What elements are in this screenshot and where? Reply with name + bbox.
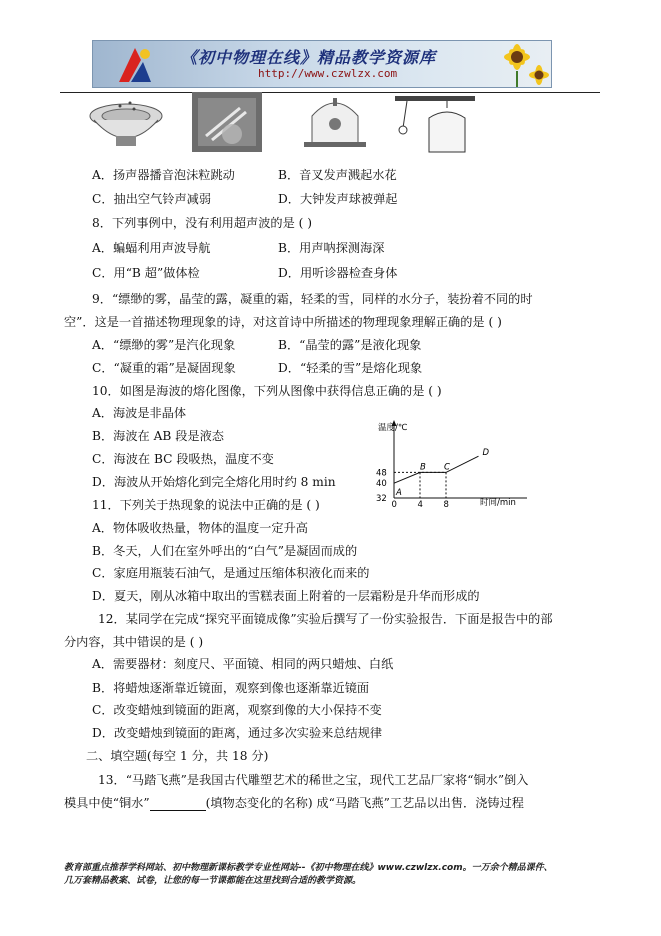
- q12-option-b[interactable]: B．将蜡烛逐渐靠近镜面，观察到像也逐渐靠近镜面: [92, 681, 370, 695]
- q7-option-d[interactable]: D．大钟发声球被弹起: [278, 192, 398, 206]
- q9-stem-line2: 空”．这是一首描述物理现象的诗，对这首诗中所描述的物理现象理解正确的是 ( ): [64, 315, 502, 329]
- chart-ticks: [376, 468, 449, 510]
- tuning-fork-water-figure: [192, 92, 262, 152]
- sunflower-image: [487, 41, 552, 88]
- q12-stem-line2: 分内容，其中错误的是 ( ): [64, 635, 204, 649]
- banner-url: http://www.czwlzx.com: [258, 67, 398, 80]
- y-tick-label-2: 48: [376, 468, 387, 479]
- q8-option-d[interactable]: D．用听诊器检查身体: [278, 266, 398, 280]
- site-logo: [115, 44, 155, 86]
- section-heading-fill-in: 二、填空题(每空 1 分，共 18 分): [86, 749, 269, 763]
- q11-option-d[interactable]: D．夏天，刚从冰箱中取出的雪糕表面上附着的一层霜粉是升华而形成的: [92, 589, 480, 603]
- point-label-B: B: [420, 462, 426, 473]
- q9-option-c[interactable]: C．“凝重的霜”是凝固现象: [92, 361, 236, 375]
- q8-option-c[interactable]: C．用“B 超”做体检: [92, 266, 200, 280]
- point-label-A: A: [396, 488, 402, 499]
- q11-stem: 11．下列关于热现象的说法中正确的是 ( ): [92, 498, 320, 512]
- x-axis-label: 时间/min: [480, 498, 516, 508]
- q10-stem: 10．如图是海波的熔化图像，下列从图像中获得信息正确的是 ( ): [92, 384, 442, 398]
- q12-option-c[interactable]: C．改变蜡烛到镜面的距离，观察到像的大小保持不变: [92, 703, 382, 717]
- q7-option-c[interactable]: C．抽出空气铃声减弱: [92, 192, 212, 206]
- q8-option-b[interactable]: B．用声呐探测海深: [278, 241, 385, 255]
- y-axis-label: 温度/℃: [378, 423, 408, 433]
- q12-stem-line1: 12．某同学在完成“探究平面镜成像”实验后撰写了一份实验报告．下面是报告中的部: [98, 612, 553, 626]
- header-rule: [60, 92, 600, 93]
- q7-option-b[interactable]: B．音叉发声溅起水花: [278, 168, 397, 182]
- x-tick-label-0: 0: [391, 500, 397, 510]
- q10-option-c[interactable]: C．海波在 BC 段吸热，温度不变: [92, 452, 274, 466]
- footer-line1: 教育部重点推荐学科网站、初中物理新课标教学专业性网站--《初中物理在线》www.czwlzx.com。一万余个精品课件、: [64, 863, 553, 873]
- header-banner: [92, 40, 552, 88]
- banner-title: 《初中物理在线》精品教学资源库: [181, 48, 437, 67]
- bell-jar-figure: [300, 94, 370, 152]
- q10-option-d[interactable]: D．海波从开始熔化到完全熔化用时约 8 min: [92, 475, 336, 489]
- x-tick-label-2: 8: [443, 500, 449, 510]
- q7-option-a[interactable]: A．扬声器播音泡沫粒跳动: [92, 168, 235, 182]
- q8-stem: 8．下列事例中，没有利用超声波的是 ( ): [92, 216, 313, 230]
- q13-line2: [64, 795, 524, 811]
- q11-option-a[interactable]: A．物体吸收热量，物体的温度一定升高: [92, 521, 308, 535]
- q10-option-b[interactable]: B．海波在 AB 段是液态: [92, 429, 224, 443]
- q9-stem-line1: 9．“缥缈的雾，晶莹的露，凝重的霜，轻柔的雪，同样的水分子，装扮着不同的时: [92, 292, 533, 306]
- bell-ball-figure: [395, 94, 475, 156]
- melting-curve: [394, 456, 479, 483]
- footer-line2: 几万套精品教案、试卷，让您的每一节课都能在这里找到合适的教学资源。: [64, 876, 362, 886]
- q8-option-a[interactable]: A．蝙蝠利用声波导航: [92, 241, 211, 255]
- q11-option-b[interactable]: B．冬天，人们在室外呼出的“白气”是凝固而成的: [92, 544, 358, 558]
- speaker-foam-figure: [86, 98, 166, 150]
- q13-line2-start: 模具中使“铜水”: [64, 796, 150, 810]
- point-label-C: C: [444, 462, 450, 473]
- q9-option-d[interactable]: D．“轻柔的雪”是熔化现象: [278, 361, 423, 375]
- page-footer: [64, 862, 604, 888]
- q12-option-d[interactable]: D．改变蜡烛到镜面的距离，通过多次实验来总结规律: [92, 726, 383, 740]
- q10-option-a[interactable]: A．海波是非晶体: [92, 406, 187, 420]
- point-label-D: D: [482, 448, 490, 459]
- q11-option-c[interactable]: C．家庭用瓶装石油气，是通过压缩体积液化而来的: [92, 566, 370, 580]
- q13-answer-blank[interactable]: [150, 798, 206, 811]
- q9-option-b[interactable]: B．“晶莹的露”是液化现象: [278, 338, 422, 352]
- y-tick-label-1: 40: [376, 479, 387, 490]
- melting-graph: [372, 418, 532, 510]
- q13-line1: 13．“马踏飞燕”是我国古代雕塑艺术的稀世之宝，现代工艺品厂家将“铜水”倒入: [98, 773, 529, 787]
- q9-option-a[interactable]: A．“缥缈的雾”是汽化现象: [92, 338, 236, 352]
- q13-line2-end: (填物态变化的名称) 成“马踏飞燕”工艺品以出售．浇铸过程: [205, 796, 524, 810]
- q12-option-a[interactable]: A．需要器材：刻度尺、平面镜、相同的两只蜡烛、白纸: [92, 657, 394, 671]
- y-tick-label-0: 32: [376, 494, 387, 504]
- x-tick-label-1: 4: [417, 500, 423, 510]
- chart-point-labels: [395, 448, 490, 498]
